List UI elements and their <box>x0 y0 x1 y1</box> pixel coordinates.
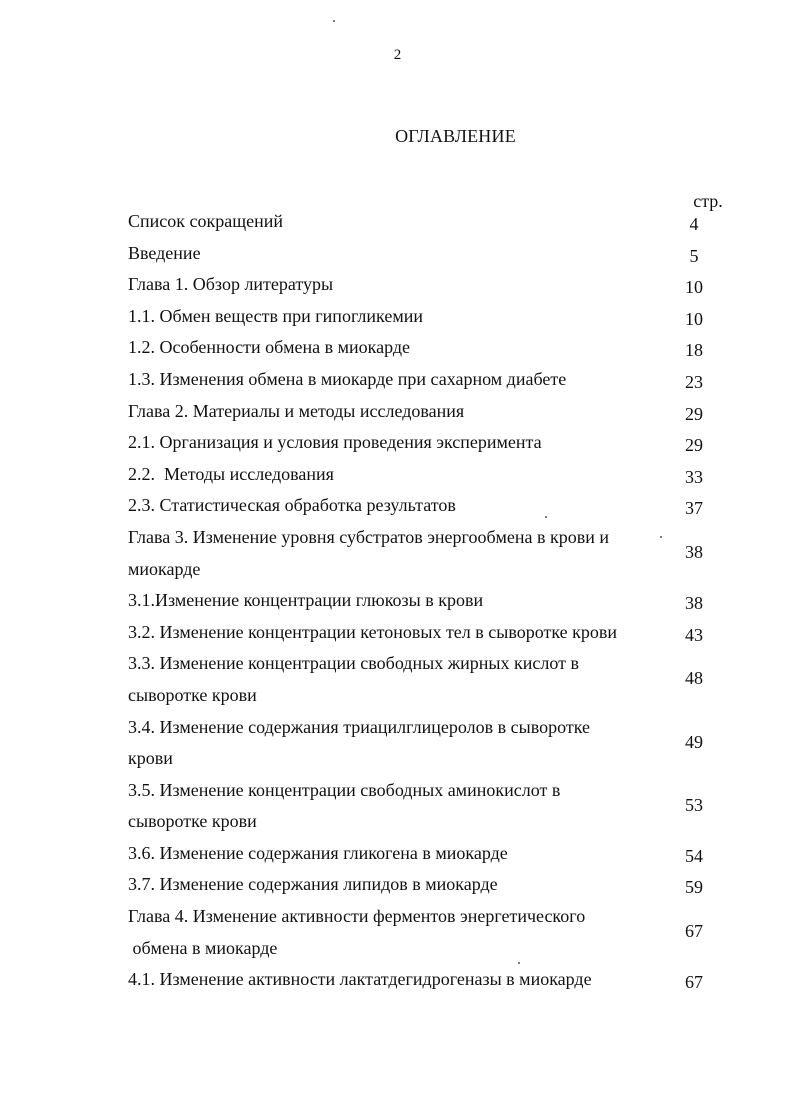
scan-speck <box>545 516 547 518</box>
toc-entry-title: Глава 3. Изменение уровня субстратов энергообмена в крови и миокарде <box>128 526 609 579</box>
toc-entry <box>128 775 748 838</box>
toc-title: ОГЛАВЛЕНИЕ <box>395 126 516 146</box>
toc-entry-title: Глава 2. Материалы и методы исследования <box>128 400 465 421</box>
toc-entry <box>128 459 748 491</box>
toc-entry <box>128 396 748 428</box>
toc-entry-page: 4 <box>689 214 699 234</box>
table-of-contents <box>128 206 748 996</box>
toc-entry <box>128 901 748 964</box>
toc-entry <box>128 522 748 585</box>
toc-entry-title: 2.3. Статистическая обработка результатов <box>128 495 456 516</box>
toc-entry-page: 67 <box>685 921 703 942</box>
toc-entry-title: Список сокращений <box>128 211 283 231</box>
toc-entry-title: 4.1. Изменение активности лактатдегидрогеназы в миокарде <box>128 969 592 990</box>
toc-entry-title: 3.3. Изменение концентрации свободных жирных кислот в сыворотке крови <box>128 653 579 705</box>
toc-entry <box>128 585 748 617</box>
toc-entry-title: 3.6. Изменение содержания гликогена в миокарде <box>128 842 508 863</box>
toc-entry <box>128 964 748 996</box>
toc-entry-page: 59 <box>685 877 703 898</box>
toc-entry <box>128 648 748 711</box>
toc-entry <box>128 869 748 901</box>
toc-entry <box>128 238 748 270</box>
toc-entry-title: Глава 1. Обзор литературы <box>128 274 334 295</box>
toc-entry-title: 1.1. Обмен веществ при гипогликемии <box>128 305 423 326</box>
toc-entry-page: 29 <box>685 435 703 456</box>
toc-entry-page: 18 <box>685 340 703 361</box>
toc-entry-title: 3.2. Изменение концентрации кетоновых тел в сыворотке крови <box>128 621 618 642</box>
toc-entry <box>128 427 748 459</box>
scan-speck <box>660 536 662 538</box>
toc-entry <box>128 364 748 396</box>
toc-entry-page: 23 <box>685 371 703 392</box>
toc-entry-title: 2.2. Методы исследования <box>128 463 334 484</box>
toc-entry-page: 10 <box>685 308 703 329</box>
toc-entry <box>128 269 748 301</box>
toc-entry-page: 5 <box>689 245 699 266</box>
toc-entry-title: 1.2. Особенности обмена в миокарде <box>128 337 410 358</box>
page-column-header: стр. <box>693 191 723 211</box>
toc-entry-page: 49 <box>685 731 703 752</box>
toc-entry <box>128 332 748 364</box>
toc-entry-page: 54 <box>685 845 703 866</box>
toc-entry <box>128 712 748 775</box>
toc-entry-page: 38 <box>685 541 703 562</box>
toc-entry-title: 2.1. Организация и условия проведения эксперимента <box>128 432 542 453</box>
toc-entry-title: 3.1.Изменение концентрации глюкозы в крови <box>128 590 484 611</box>
toc-entry-page: 53 <box>685 794 703 815</box>
toc-entry <box>128 206 748 238</box>
toc-entry-page: 48 <box>685 668 703 689</box>
toc-entry-title: 3.4. Изменение содержания триацилглицеролов в сыворотке крови <box>128 716 590 769</box>
toc-entry-page: 10 <box>685 277 703 298</box>
toc-entry-title: 3.5. Изменение концентрации свободных аминокислот в сыворотке крови <box>128 779 561 832</box>
toc-entry <box>128 490 748 522</box>
scan-speck <box>333 20 335 22</box>
page-number: 2 <box>393 47 402 63</box>
toc-entry-title: Введение <box>128 242 201 263</box>
toc-entry-title: 1.3. Изменения обмена в миокарде при сахарном диабете <box>128 368 567 389</box>
toc-entry-title: Глава 4. Изменение активности ферментов энергетического обмена в миокарде <box>128 906 586 958</box>
toc-entry-title: 3.7. Изменение содержания липидов в миокарде <box>128 874 498 895</box>
toc-entry-page: 43 <box>685 624 703 645</box>
toc-entry <box>128 301 748 333</box>
toc-entry-page: 37 <box>685 498 703 519</box>
toc-entry <box>128 838 748 870</box>
toc-entry-page: 33 <box>685 466 703 487</box>
scan-speck <box>518 962 520 964</box>
toc-entry-page: 38 <box>685 593 703 614</box>
toc-entry-page: 29 <box>685 403 703 424</box>
toc-entry <box>128 617 748 649</box>
toc-entry-page: 67 <box>685 972 703 993</box>
